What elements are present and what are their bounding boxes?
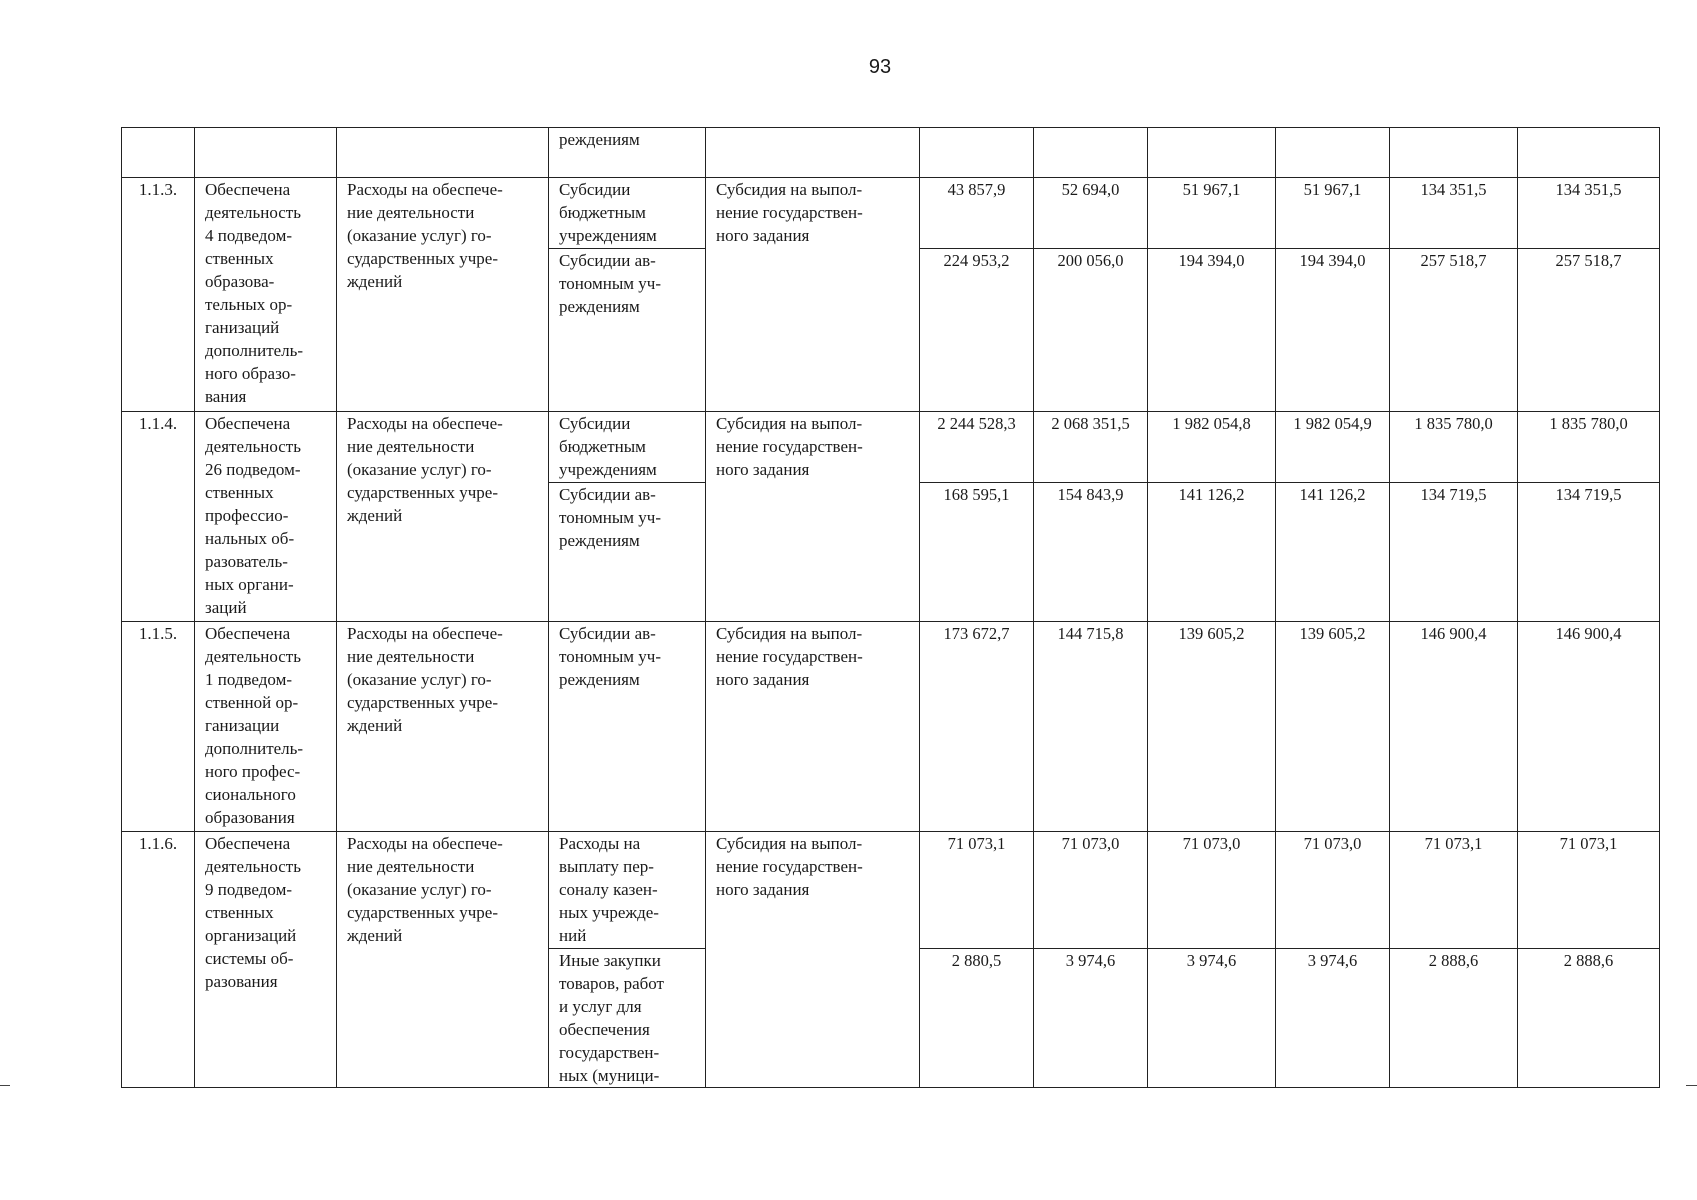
value-cell: 43 857,9	[920, 178, 1034, 249]
value-cell: 71 073,0	[1276, 832, 1390, 949]
expense-cell: Расходы на обеспече- ние деятельности (оказание услуг) го- сударственных учре- ждений	[337, 178, 549, 412]
value-cell: 257 518,7	[1518, 249, 1660, 412]
value-cell: 71 073,0	[1034, 832, 1148, 949]
table-row	[122, 622, 1660, 832]
budget-table	[121, 127, 1660, 1088]
value-cell: 1 835 780,0	[1518, 412, 1660, 483]
value-cell	[1034, 128, 1148, 178]
item-code: 1.1.5.	[122, 622, 195, 832]
value-cell: 146 900,4	[1390, 622, 1518, 832]
item-code: 1.1.6.	[122, 832, 195, 1088]
value-cell: 51 967,1	[1148, 178, 1276, 249]
value-cell: 1 835 780,0	[1390, 412, 1518, 483]
value-cell	[1276, 128, 1390, 178]
expense-cell: Расходы на обеспече- ние деятельности (оказание услуг) го- сударственных учре- ждений	[337, 622, 549, 832]
value-cell: 146 900,4	[1518, 622, 1660, 832]
goal-cell: Обеспечена деятельность 26 подведом- ственных профессио- нальных об- разователь- ных органи- заций	[195, 412, 337, 622]
expense-cell	[337, 128, 549, 178]
value-cell: 51 967,1	[1276, 178, 1390, 249]
scan-edge-mark	[1686, 1085, 1697, 1086]
value-cell: 134 719,5	[1518, 483, 1660, 622]
value-cell: 71 073,0	[1148, 832, 1276, 949]
value-cell: 2 244 528,3	[920, 412, 1034, 483]
item-code: 1.1.3.	[122, 178, 195, 412]
value-cell: 194 394,0	[1148, 249, 1276, 412]
value-cell: 144 715,8	[1034, 622, 1148, 832]
fund-type-cell: Субсидии бюджетным учреждениям	[549, 412, 706, 483]
value-cell: 139 605,2	[1148, 622, 1276, 832]
value-cell	[1148, 128, 1276, 178]
value-cell: 3 974,6	[1276, 949, 1390, 1088]
kind-cell: Субсидия на выпол- нение государствен- ного задания	[706, 412, 920, 622]
value-cell	[1518, 128, 1660, 178]
goal-cell: Обеспечена деятельность 9 подведом- ственных организаций системы об- разования	[195, 832, 337, 1088]
table-row	[122, 178, 1660, 249]
goal-cell: Обеспечена деятельность 1 подведом- ственной ор- ганизации дополнитель- ного профес- сионального образования	[195, 622, 337, 832]
value-cell: 257 518,7	[1390, 249, 1518, 412]
fund-type-cell: Субсидии бюджетным учреждениям	[549, 178, 706, 249]
fund-type-cell: Субсидии ав- тономным уч- реждениям	[549, 249, 706, 412]
value-cell: 3 974,6	[1148, 949, 1276, 1088]
value-cell: 3 974,6	[1034, 949, 1148, 1088]
value-cell: 141 126,2	[1276, 483, 1390, 622]
value-cell: 194 394,0	[1276, 249, 1390, 412]
value-cell: 2 888,6	[1518, 949, 1660, 1088]
fund-type-cell: Иные закупки товаров, работ и услуг для обеспечения государствен- ных (муници-	[549, 949, 706, 1088]
expense-cell: Расходы на обеспече- ние деятельности (оказание услуг) го- сударственных учре- ждений	[337, 412, 549, 622]
value-cell: 71 073,1	[1390, 832, 1518, 949]
kind-cell: Субсидия на выпол- нение государствен- ного задания	[706, 622, 920, 832]
value-cell: 2 068 351,5	[1034, 412, 1148, 483]
kind-cell	[706, 128, 920, 178]
value-cell: 1 982 054,9	[1276, 412, 1390, 483]
value-cell: 134 351,5	[1390, 178, 1518, 249]
page-number: 93	[868, 56, 892, 78]
value-cell: 71 073,1	[920, 832, 1034, 949]
table-row	[122, 412, 1660, 483]
table-row	[122, 832, 1660, 949]
value-cell	[1390, 128, 1518, 178]
value-cell: 200 056,0	[1034, 249, 1148, 412]
value-cell: 168 595,1	[920, 483, 1034, 622]
fund-type-cell: Расходы на выплату пер- соналу казен- ных учрежде- ний	[549, 832, 706, 949]
value-cell	[920, 128, 1034, 178]
value-cell: 1 982 054,8	[1148, 412, 1276, 483]
value-cell: 173 672,7	[920, 622, 1034, 832]
value-cell: 134 719,5	[1390, 483, 1518, 622]
goal-cell	[195, 128, 337, 178]
value-cell: 2 880,5	[920, 949, 1034, 1088]
value-cell: 139 605,2	[1276, 622, 1390, 832]
expense-cell: Расходы на обеспече- ние деятельности (оказание услуг) го- сударственных учре- ждений	[337, 832, 549, 1088]
value-cell: 2 888,6	[1390, 949, 1518, 1088]
value-cell: 71 073,1	[1518, 832, 1660, 949]
fund-type-cell: Субсидии ав- тономным уч- реждениям	[549, 483, 706, 622]
kind-cell: Субсидия на выпол- нение государствен- ного задания	[706, 832, 920, 1088]
continuation-row	[122, 128, 1660, 178]
code-cell	[122, 128, 195, 178]
value-cell: 141 126,2	[1148, 483, 1276, 622]
value-cell: 52 694,0	[1034, 178, 1148, 249]
fund-type-cell: Субсидии ав- тономным уч- реждениям	[549, 622, 706, 832]
value-cell: 134 351,5	[1518, 178, 1660, 249]
value-cell: 154 843,9	[1034, 483, 1148, 622]
kind-cell: Субсидия на выпол- нение государствен- ного задания	[706, 178, 920, 412]
goal-cell: Обеспечена деятельность 4 подведом- ственных образова- тельных ор- ганизаций дополнитель- ного образо- вания	[195, 178, 337, 412]
fund-type-cell: реждениям	[549, 128, 706, 178]
value-cell: 224 953,2	[920, 249, 1034, 412]
scan-edge-mark	[0, 1085, 10, 1086]
item-code: 1.1.4.	[122, 412, 195, 622]
